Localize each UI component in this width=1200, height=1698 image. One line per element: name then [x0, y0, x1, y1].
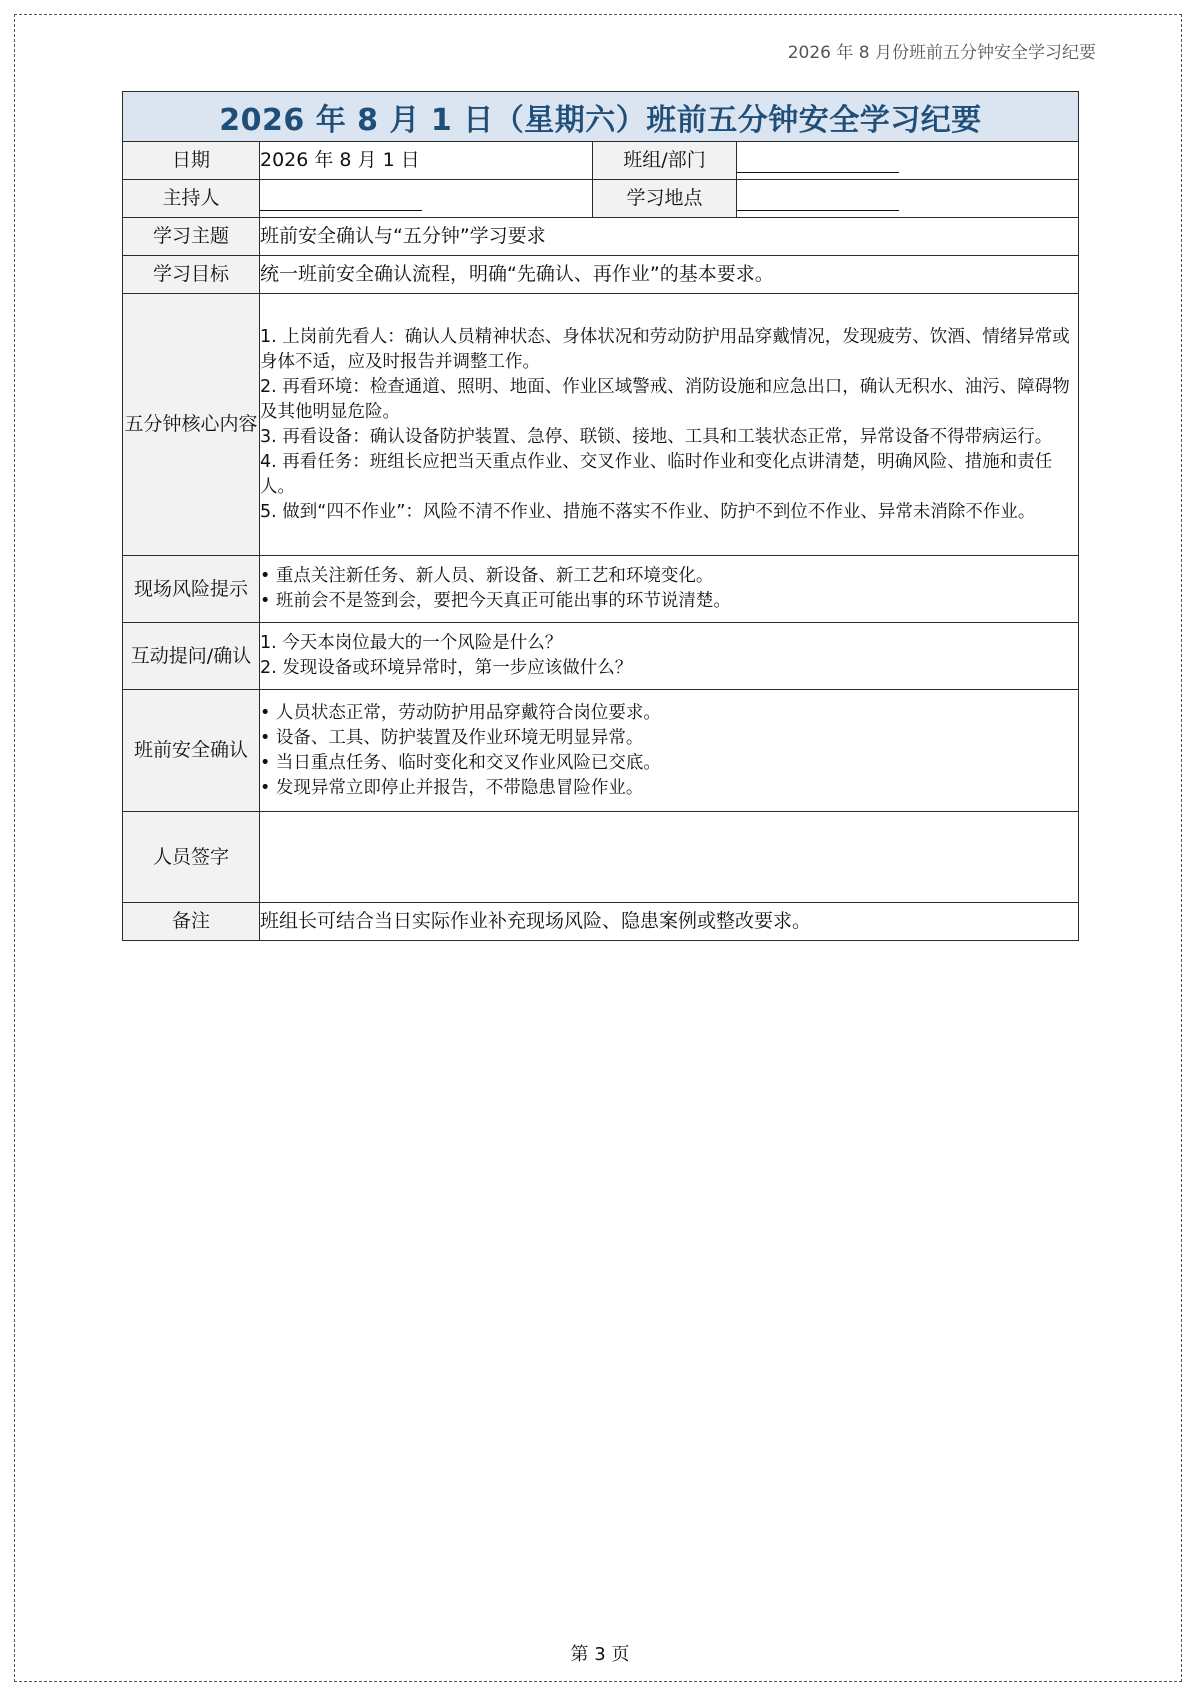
minutes-table	[122, 91, 1079, 941]
goal-row	[123, 256, 1079, 294]
location-value-field[interactable]	[737, 180, 1079, 218]
confirm-cell	[260, 690, 1079, 812]
risk-item: • 重点关注新任务、新人员、新设备、新工艺和环境变化。	[260, 566, 714, 586]
remark-label: 备注	[123, 903, 260, 941]
page-number: 第 3 页	[570, 1644, 630, 1665]
core-item: 2. 再看环境：检查通道、照明、地面、作业区域警戒、消防设施和应急出口，确认无积水、油污、障碍物及其他明显危险。	[260, 376, 1070, 422]
document-title: 2026 年 8 月 1 日（星期六）班前五分钟安全学习纪要	[123, 92, 1079, 142]
team-label: 班组/部门	[593, 142, 737, 180]
host-value-field[interactable]	[260, 180, 593, 218]
confirm-label: 班前安全确认	[123, 690, 260, 812]
core-item: 4. 再看任务：班组长应把当天重点作业、交叉作业、临时作业和变化点讲清楚，明确风险、措施和责任人。	[260, 451, 1053, 497]
signature-label: 人员签字	[123, 812, 260, 903]
risk-row	[123, 556, 1079, 623]
core-item: 1. 上岗前先看人：确认人员精神状态、身体状况和劳动防护用品穿戴情况，发现疲劳、饮酒、情绪异常或身体不适，应及时报告并调整工作。	[260, 326, 1070, 372]
topic-row	[123, 218, 1079, 256]
location-label: 学习地点	[593, 180, 737, 218]
team-value-field[interactable]	[737, 142, 1079, 180]
risk-cell	[260, 556, 1079, 623]
running-header: 2026 年 8 月份班前五分钟安全学习纪要	[787, 43, 1096, 63]
host-blank-line	[260, 188, 422, 211]
date-row	[123, 142, 1079, 180]
confirm-item: • 当日重点任务、临时变化和交叉作业风险已交底。	[260, 752, 661, 773]
goal-label: 学习目标	[123, 256, 260, 294]
confirm-item: • 发现异常立即停止并报告，不带隐患冒险作业。	[260, 777, 644, 798]
location-blank-line	[737, 188, 899, 211]
host-label: 主持人	[123, 180, 260, 218]
goal-value: 统一班前安全确认流程，明确“先确认、再作业”的基本要求。	[260, 256, 1079, 294]
topic-value: 班前安全确认与“五分钟”学习要求	[260, 218, 1079, 256]
qa-label: 互动提问/确认	[123, 623, 260, 690]
signature-row	[123, 812, 1079, 903]
confirm-item: • 人员状态正常，劳动防护用品穿戴符合岗位要求。	[260, 702, 661, 723]
confirm-item: • 设备、工具、防护装置及作业环境无明显异常。	[260, 727, 644, 748]
topic-label: 学习主题	[123, 218, 260, 256]
core-item: 5. 做到“四不作业”：风险不清不作业、措施不落实不作业、防护不到位不作业、异常未消除不作业。	[260, 501, 1036, 522]
qa-row	[123, 623, 1079, 690]
title-row	[123, 92, 1079, 142]
risk-label: 现场风险提示	[123, 556, 260, 623]
core-content-label: 五分钟核心内容	[123, 294, 260, 556]
remark-value: 班组长可结合当日实际作业补充现场风险、隐患案例或整改要求。	[260, 903, 1079, 941]
signature-field[interactable]	[260, 812, 1079, 903]
team-blank-line	[737, 150, 899, 173]
qa-item: 1. 今天本岗位最大的一个风险是什么？	[260, 633, 563, 653]
core-content-cell	[260, 294, 1079, 556]
date-value: 2026 年 8 月 1 日	[260, 142, 593, 180]
date-label: 日期	[123, 142, 260, 180]
qa-item: 2. 发现设备或环境异常时，第一步应该做什么？	[260, 658, 633, 678]
remark-row	[123, 903, 1079, 941]
qa-cell	[260, 623, 1079, 690]
core-content-row	[123, 294, 1079, 556]
confirm-row	[123, 690, 1079, 812]
risk-item: • 班前会不是签到会，要把今天真正可能出事的环节说清楚。	[260, 591, 731, 611]
core-item: 3. 再看设备：确认设备防护装置、急停、联锁、接地、工具和工装状态正常，异常设备不得带病运行。	[260, 426, 1053, 447]
host-row	[123, 180, 1079, 218]
